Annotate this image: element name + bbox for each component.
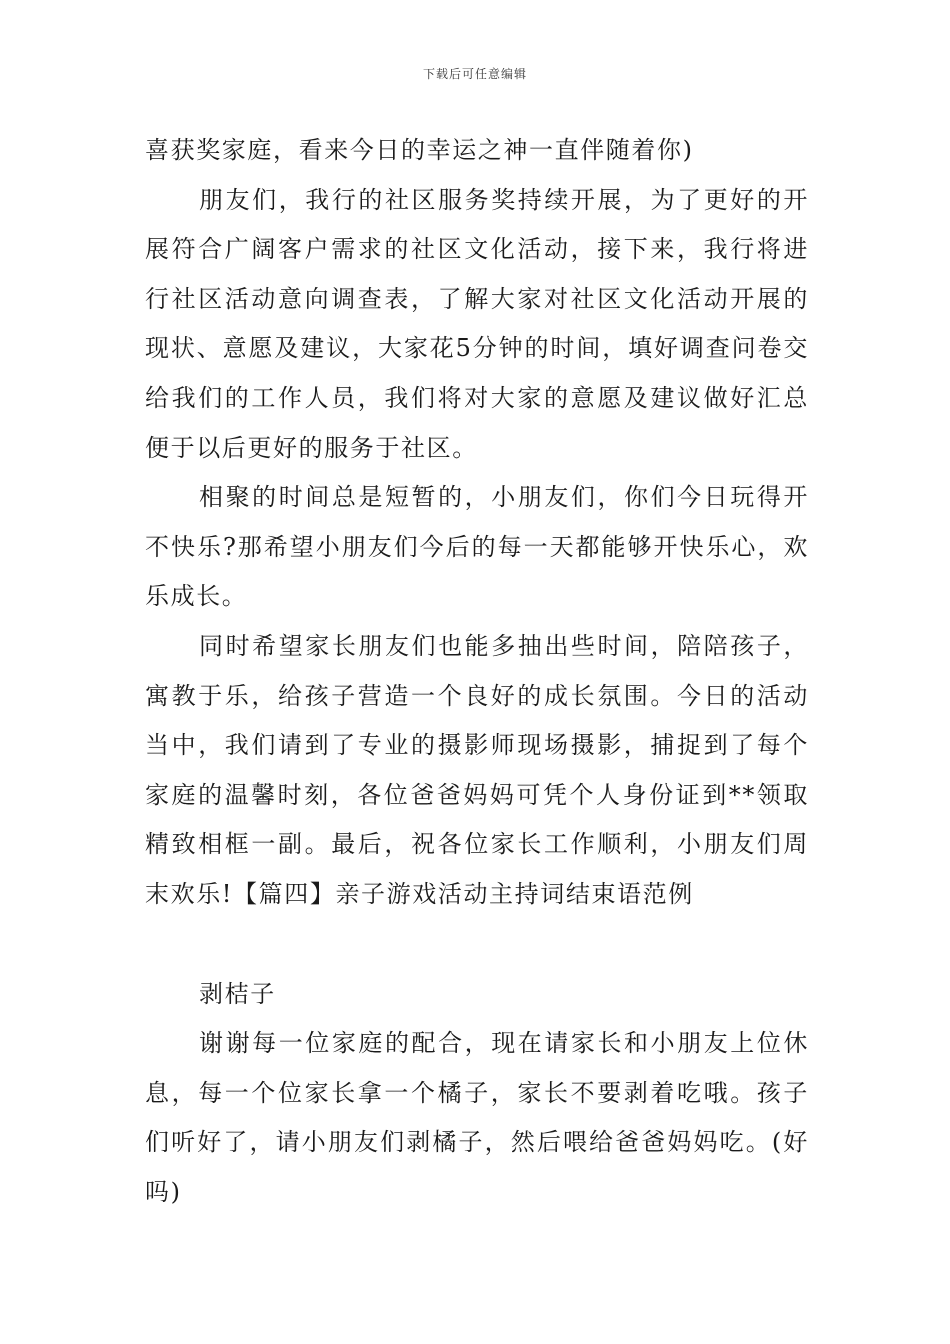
document-body bbox=[145, 126, 809, 1217]
paragraph-1: 喜获奖家庭，看来今日的幸运之神一直伴随着你) bbox=[145, 136, 694, 164]
paragraph-2: 朋友们，我行的社区服务奖持续开展，为了更好的开展符合广阔客户需求的社区文化活动，接下来，我行将进行社区活动意向调查表，了解大家对社区文化活动开展的现状、意愿及建议，大家花5分钟的时间，填好调查问卷交给我们的工作人员，我们将对大家的意愿及建议做好汇总便于以后更好的服务于社区。 bbox=[145, 185, 809, 462]
paragraph-3: 相聚的时间总是短暂的，小朋友们，你们今日玩得开不快乐?那希望小朋友们今后的每一天都能够开快乐心，欢乐成长。 bbox=[145, 483, 809, 611]
page-header: 下载后可任意编辑 bbox=[422, 67, 527, 81]
paragraph-4: 同时希望家长朋友们也能多抽出些时间，陪陪孩子，寓教于乐，给孩子营造一个良好的成长氛围。今日的活动当中，我们请到了专业的摄影师现场摄影，捕捉到了每个家庭的温馨时刻，各位爸爸妈妈可凭个人身份证到**领取精致相框一副。最后，祝各位家长工作顺利，小朋友们周末欢乐!【篇四】亲子游戏活动主持词结束语范例 bbox=[145, 631, 809, 908]
paragraph-5: 谢谢每一位家庭的配合，现在请家长和小朋友上位休息，每一个位家长拿一个橘子，家长不要剥着吃哦。孩子们听好了，请小朋友们剥橘子，然后喂给爸爸妈妈吃。(好吗) bbox=[145, 1029, 809, 1206]
section-heading: 剥桔子 bbox=[199, 979, 276, 1008]
